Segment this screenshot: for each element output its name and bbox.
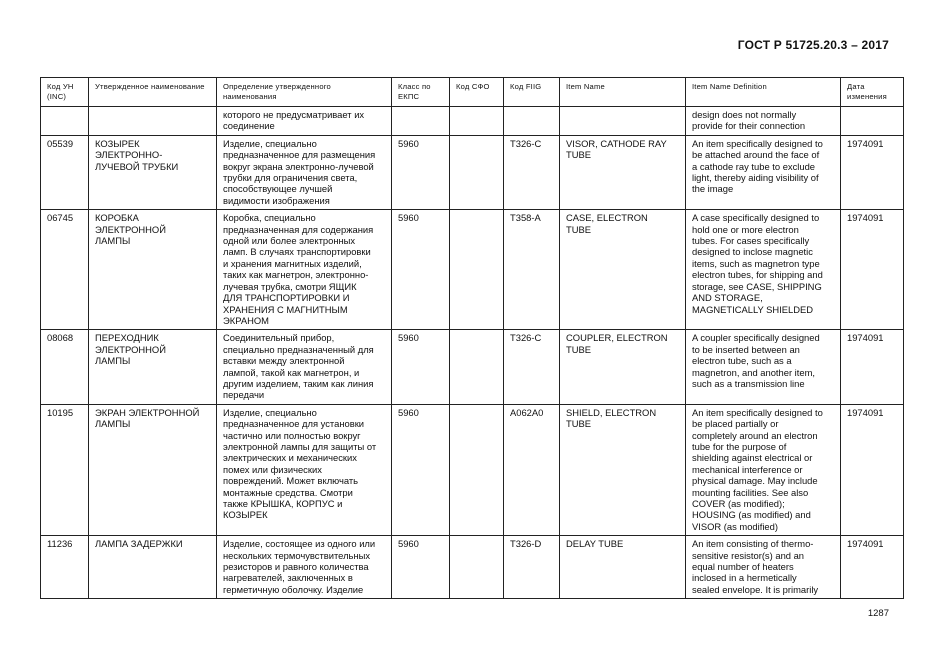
header-inc-code: Код УН (INC) <box>41 78 89 107</box>
cell-fiig-code: T326-C <box>504 330 560 404</box>
table-row <box>41 107 904 136</box>
cell-name-definition: Изделие, состоящее из одного или нескольких термочувствительных резисторов и равного количества нагревателей, заключенных в герметичную оболочку. Изделие <box>217 536 392 599</box>
cell-sfo-code <box>450 210 504 330</box>
cell-fiig-code: A062A0 <box>504 404 560 535</box>
cell-sfo-code <box>450 135 504 209</box>
cell-sfo-code <box>450 536 504 599</box>
cell-item-name-definition: An item specifically designed to be attached around the face of a cathode ray tube to exclude light, thereby aiding visibility of the image <box>686 135 841 209</box>
header-change-date: Дата изменения <box>841 78 904 107</box>
cell-fiig-code: T326-C <box>504 135 560 209</box>
cell-inc-code: 11236 <box>41 536 89 599</box>
cell-approved-name <box>89 107 217 136</box>
cell-ekps-class <box>392 107 450 136</box>
cell-ekps-class: 5960 <box>392 330 450 404</box>
cell-ekps-class: 5960 <box>392 210 450 330</box>
cell-ekps-class: 5960 <box>392 135 450 209</box>
cell-change-date: 1974091 <box>841 210 904 330</box>
cell-item-name: DELAY TUBE <box>560 536 686 599</box>
cell-item-name <box>560 107 686 136</box>
cell-item-name: VISOR, CATHODE RAY TUBE <box>560 135 686 209</box>
cell-change-date <box>841 107 904 136</box>
header-item-name-definition: Item Name Definition <box>686 78 841 107</box>
cell-sfo-code <box>450 404 504 535</box>
cell-sfo-code <box>450 330 504 404</box>
cell-approved-name: ЛАМПА ЗАДЕРЖКИ <box>89 536 217 599</box>
cell-sfo-code <box>450 107 504 136</box>
cell-item-name: SHIELD, ELECTRON TUBE <box>560 404 686 535</box>
cell-item-name-definition: A case specifically designed to hold one or more electron tubes. For cases specifically designed to inclose magnetic items, such as magnetron type electron tubes, for shipping and storage, see CASE, SHIPPING AND STORAGE, MAGNETICALLY SHIELDED <box>686 210 841 330</box>
header-name-definition: Определение утвержденного наименования <box>217 78 392 107</box>
cell-item-name-definition: A coupler specifically designed to be inserted between an electron tube, such as a magnetron, and another item, such as a transmission line <box>686 330 841 404</box>
cell-item-name: CASE, ELECTRON TUBE <box>560 210 686 330</box>
cell-fiig-code: T326-D <box>504 536 560 599</box>
cell-name-definition: Изделие, специально предназначенное для установки частично или полностью вокруг электронной лампы для защиты от электрических и механических помех или физических повреждений. Может включать монтажные средства. Смотри также КРЫШКА, КОРПУС и КОЗЫРЕК <box>217 404 392 535</box>
header-fiig-code: Код FIIG <box>504 78 560 107</box>
cell-ekps-class: 5960 <box>392 404 450 535</box>
cell-inc-code: 05539 <box>41 135 89 209</box>
cell-approved-name: ПЕРЕХОДНИК ЭЛЕКТРОННОЙ ЛАМПЫ <box>89 330 217 404</box>
cell-item-name-definition: An item specifically designed to be placed partially or completely around an electron tube for the purpose of shielding against electrical or mechanical interference or physical damage. May include mounting facilities. See also COVER (as modified); HOUSING (as modified) and VISOR (as modified) <box>686 404 841 535</box>
cell-name-definition: Соединительный прибор, специально предназначенный для вставки между электронной лампой, такой как магнетрон, и другим изделием, таким как линия передачи <box>217 330 392 404</box>
header-ekps-class: Класс по ЕКПС <box>392 78 450 107</box>
cell-change-date: 1974091 <box>841 536 904 599</box>
cell-name-definition: Коробка, специально предназначенная для содержания одной или более электронных ламп. В случаях транспортировки и хранения магнитных изделий, таких как магнетрон, электронно- лучевая трубка, смотри ЯЩИК ДЛЯ ТРАНСПОРТИРОВКИ И ХРАНЕНИЯ С МАГНИТНЫМ ЭКРАНОМ <box>217 210 392 330</box>
cell-inc-code: 08068 <box>41 330 89 404</box>
cell-approved-name: ЭКРАН ЭЛЕКТРОННОЙ ЛАМПЫ <box>89 404 217 535</box>
header-approved-name: Утвержденное наименование <box>89 78 217 107</box>
cell-name-definition: которого не предусматривает их соединение <box>217 107 392 136</box>
cell-fiig-code: T358-A <box>504 210 560 330</box>
cell-change-date: 1974091 <box>841 330 904 404</box>
table-row <box>41 536 904 599</box>
cell-inc-code <box>41 107 89 136</box>
cell-item-name: COUPLER, ELECTRON TUBE <box>560 330 686 404</box>
cell-item-name-definition: An item consisting of thermo- sensitive resistor(s) and an equal number of heaters inclosed in a hermetically sealed envelope. It is primarily <box>686 536 841 599</box>
cell-change-date: 1974091 <box>841 404 904 535</box>
table-row <box>41 404 904 535</box>
cell-approved-name: КОЗЫРЕК ЭЛЕКТРОННО- ЛУЧЕВОЙ ТРУБКИ <box>89 135 217 209</box>
cell-change-date: 1974091 <box>841 135 904 209</box>
cell-inc-code: 06745 <box>41 210 89 330</box>
registry-table <box>40 77 904 599</box>
table-body <box>41 107 904 599</box>
cell-inc-code: 10195 <box>41 404 89 535</box>
page-number: 1287 <box>867 608 889 619</box>
cell-ekps-class: 5960 <box>392 536 450 599</box>
table-row <box>41 210 904 330</box>
document-code: ГОСТ Р 51725.20.3 – 2017 <box>737 38 889 52</box>
cell-item-name-definition: design does not normally provide for their connection <box>686 107 841 136</box>
header-item-name: Item Name <box>560 78 686 107</box>
header-sfo-code: Код СФО <box>450 78 504 107</box>
table-row <box>41 135 904 209</box>
cell-name-definition: Изделие, специально предназначенное для размещения вокруг экрана электронно-лучевой трубки для ограничения света, способствующее лучшей видимости изображения <box>217 135 392 209</box>
table-header-row <box>41 78 904 107</box>
table-row <box>41 330 904 404</box>
cell-fiig-code <box>504 107 560 136</box>
cell-approved-name: КОРОБКА ЭЛЕКТРОННОЙ ЛАМПЫ <box>89 210 217 330</box>
